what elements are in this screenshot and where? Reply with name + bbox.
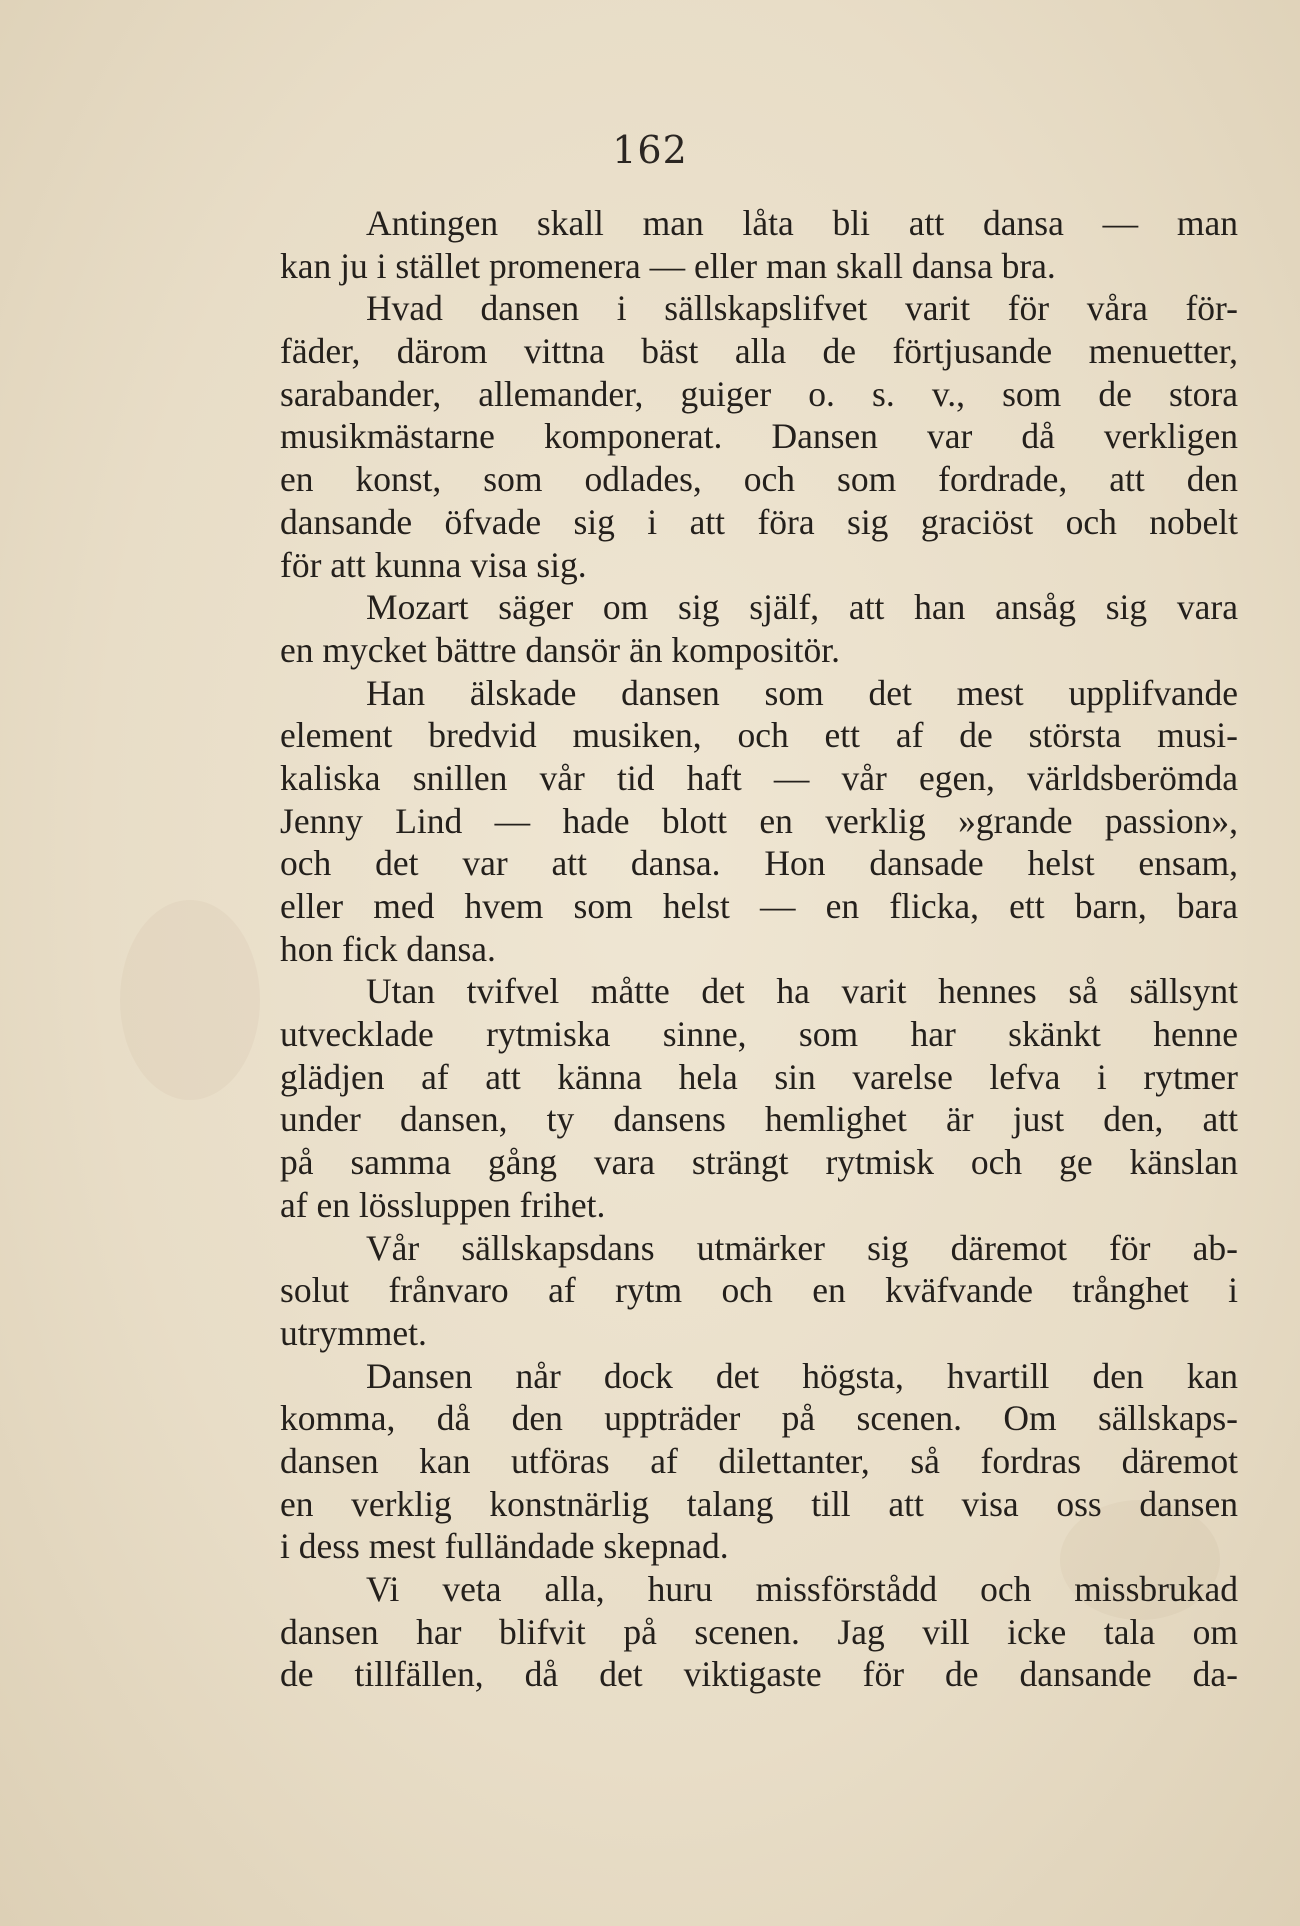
text-line: element bredvid musiken, och ett af de största musi-	[280, 715, 1238, 756]
text-line: och det var att dansa. Hon dansade helst ensam,	[280, 843, 1238, 884]
text-line: Dansen når dock det högsta, hvartill den kan	[366, 1355, 1238, 1396]
text-line: komma, då den uppträder på scenen. Om sällskaps-	[280, 1398, 1238, 1439]
text-line: under dansen, ty dansens hemlighet är just den, att	[280, 1099, 1238, 1140]
text-line: dansande öfvade sig i att föra sig graciöst och nobelt	[280, 501, 1238, 542]
text-line: glädjen af att känna hela sin varelse lefva i rytmer	[280, 1056, 1238, 1097]
page-number: 162	[612, 128, 688, 172]
text-line: Vår sällskapsdans utmärker sig däremot för ab-	[366, 1227, 1238, 1268]
text-line: Hvad dansen i sällskapslifvet varit för våra för-	[366, 288, 1238, 329]
text-line: en verklig konstnärlig talang till att visa oss dansen	[280, 1483, 1238, 1524]
text-line: utvecklade rytmiska sinne, som har skänkt henne	[280, 1014, 1238, 1055]
text-line: Utan tvifvel måtte det ha varit hennes så sällsynt	[366, 971, 1238, 1012]
text-line: sarabander, allemander, guiger o. s. v., som de stora	[280, 373, 1238, 414]
text-line: kan ju i stället promenera — eller man skall dansa bra.	[280, 245, 1056, 286]
text-line: de tillfällen, då det viktigaste för de dansande da-	[280, 1654, 1238, 1695]
text-line: af en lössluppen frihet.	[280, 1184, 606, 1225]
text-line: Vi veta alla, huru missförstådd och missbrukad	[366, 1569, 1238, 1609]
text-line: på samma gång vara strängt rytmisk och ge känslan	[280, 1142, 1238, 1183]
text-line: en konst, som odlades, och som fordrade, att den	[280, 459, 1238, 500]
text-line: Mozart säger om sig själf, att han ansåg sig vara	[366, 587, 1238, 628]
body-text	[280, 202, 1238, 1696]
text-line: fäder, därom vittna bäst alla de förtjusande menuetter,	[280, 331, 1238, 372]
text-line: Jenny Lind — hade blott en verklig »grande passion»,	[280, 800, 1238, 841]
text-line: kaliska snillen vår tid haft — vår egen, världsberömda	[280, 757, 1238, 798]
paper-stain	[120, 900, 260, 1100]
text-line: musikmästarne komponerat. Dansen var då verkligen	[280, 416, 1238, 457]
text-line: en mycket bättre dansör än kompositör.	[280, 629, 840, 670]
text-line: dansen har blifvit på scenen. Jag vill icke tala om	[280, 1611, 1238, 1652]
text-line: dansen kan utföras af dilettanter, så fordras däremot	[280, 1440, 1238, 1481]
text-line: i dess mest fulländade skepnad.	[280, 1526, 729, 1567]
text-line: Han älskade dansen som det mest upplifvande	[366, 672, 1238, 713]
text-line: solut frånvaro af rytm och en kväfvande trånghet i	[280, 1270, 1238, 1311]
text-line: eller med hvem som helst — en flicka, ett barn, bara	[280, 886, 1238, 926]
text-line: för att kunna visa sig.	[280, 544, 587, 585]
text-line: utrymmet.	[280, 1312, 427, 1353]
text-line: hon fick dansa.	[280, 928, 496, 969]
text-line: Antingen skall man låta bli att dansa — man	[366, 203, 1238, 243]
